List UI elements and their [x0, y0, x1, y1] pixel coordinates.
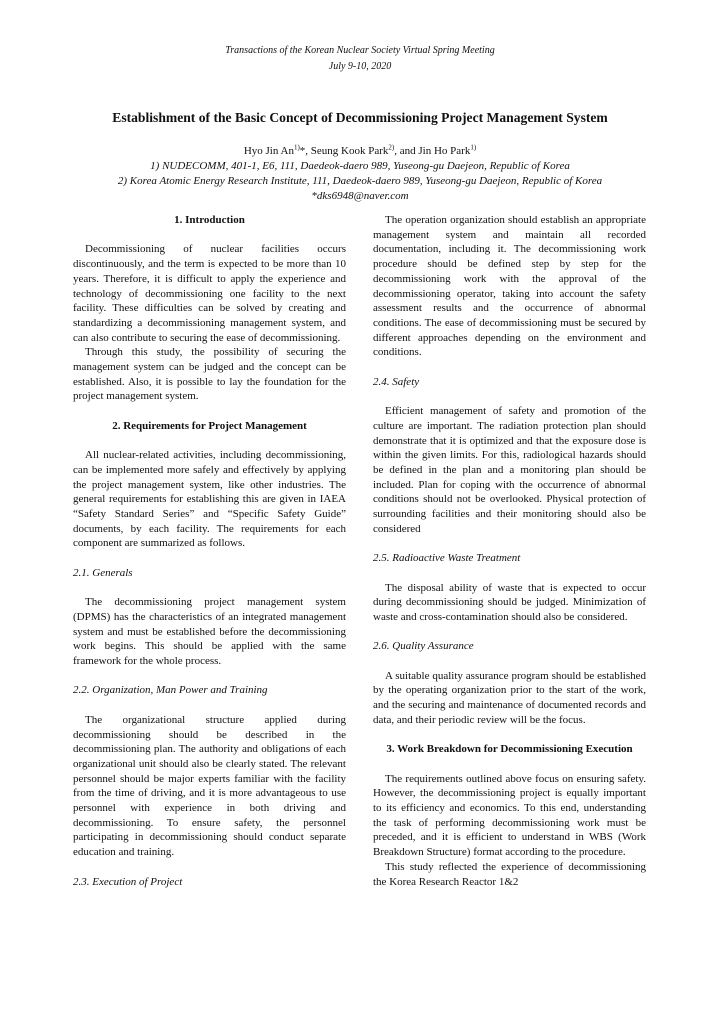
paragraph: A suitable quality assurance program should be established by the operating organization prior to the start of the work, and the securing and maintenance of documented records and data, and their periodic review will be the focus.	[373, 669, 646, 726]
paragraph: The requirements outlined above focus on ensuring safety. However, the decommissioning project is equally important to its efficiency and economics. To this end, understanding the task of performing decommissioning work must be preceded, and it is efficient to understand in WBS (Work Breakdown Structure) format according to the procedure.	[373, 772, 646, 859]
affiliation-2: 2) Korea Atomic Energy Research Institute, 111, Daedeok-daero 989, Yuseong-gu Daejeon, Republic of Korea	[117, 175, 603, 187]
section-heading: 2. Requirements for Project Management	[112, 419, 307, 432]
corresponding-mark: *,	[299, 145, 311, 157]
author-3: , and Jin Ho Park	[394, 145, 471, 157]
paragraph: Through this study, the possibility of securing the management system can be judged and the concept can be established. Also, it is possible to lay the foundation for the project management system.	[73, 346, 346, 403]
paragraph: Decommissioning of nuclear facilities occurs discontinuously, and the term is expected to be more than 10 years. Therefore, it is difficult to apply the experience and technology of decommissioning one facility to the next facility. These difficulties can be solved by creating and standardizing a decommissioning management system, and can also contribute to securing the ease of decommissioning.	[73, 243, 346, 344]
author-1-affil: 1)	[293, 143, 300, 152]
subsection-heading: 2.3. Execution of Project	[73, 875, 183, 888]
paragraph: The organizational structure applied during decommissioning should be described in the decommissioning plan. The authority and obligations of each organizational unit should also be clearly stated. The relevant personnel should be major experts familiar with the facility from the time of driving, and it is more advantageous to use personnel with experience in both driving and decommissioning. To ensure safety, the personnel participating in decommissioning should conduct separate education and training.	[73, 713, 346, 859]
subsection-heading: 2.5. Radioactive Waste Treatment	[373, 552, 521, 565]
paragraph: The decommissioning project management system (DPMS) has the characteristics of an integrated management system and must be established before the decommissioning work begins. This should be applied with the same framework for the whole process.	[73, 596, 346, 668]
author-line	[0, 144, 720, 158]
subsection-heading: 2.4. Safety	[373, 375, 420, 388]
conference-date: July 9-10, 2020	[328, 61, 392, 72]
corresponding-email: *dks6948@naver.com	[311, 190, 409, 202]
author-1: Hyo Jin An	[243, 145, 294, 157]
author-2: Seung Kook Park	[310, 145, 389, 157]
left-column	[73, 213, 346, 889]
paragraph: The disposal ability of waste that is expected to occur during decommissioning should be judged. Minimization of waste and cross-contamination should also be considered.	[373, 581, 646, 623]
author-2-affil: 2)	[388, 143, 395, 152]
paragraph: The operation organization should establish an appropriate management system and maintain all recorded documentation, including it. The decommissioning work procedure should be defined step by step for the decommissioning work with the approval of the decommissioning operator, taking into account the safety assessment results and the occurrence of abnormal conditions. The ease of decommissioning must be secured by different approaches depending on the environment and conditions.	[373, 214, 646, 359]
subsection-heading: 2.2. Organization, Man Power and Training	[73, 684, 268, 697]
paragraph: This study reflected the experience of decommissioning the Korea Research Reactor 1&2	[373, 860, 646, 888]
paper-title: Establishment of the Basic Concept of Decommissioning Project Management System	[112, 110, 608, 125]
subsection-heading: 2.6. Quality Assurance	[373, 640, 474, 653]
journal-header: Transactions of the Korean Nuclear Society Virtual Spring Meeting	[225, 45, 495, 56]
section-heading: 3. Work Breakdown for Decommissioning Execution	[386, 743, 633, 756]
section-heading: 1. Introduction	[174, 214, 245, 226]
paragraph: All nuclear-related activities, including decommissioning, can be implemented more safely and effectively by applying the project management system, like other industries. The general requirements for establishing this are given in IAEA “Safety Standard Series” and “Specific Safety Guide” documents, by each facility. The requirements for each component are summarized as follows.	[73, 449, 346, 550]
paragraph: Efficient management of safety and promotion of the culture are important. The radiation protection plan should demonstrate that it is optimized and that the exposure dose is within the given limits. For this, radiological hazards should be defined in the plan and a monitoring plan should be included. Plan for coping with the occurrence of abnormal conditions should not be overlooked. Physical protection of surrounding facilities and their monitoring should also be considered	[373, 405, 646, 535]
right-column	[373, 213, 646, 889]
subsection-heading: 2.1. Generals	[73, 566, 133, 579]
affiliation-1: 1) NUDECOMM, 401-1, E6, 111, Daedeok-daero 989, Yuseong-gu Daejeon, Republic of Korea	[150, 160, 570, 172]
author-3-affil: 1)	[470, 143, 477, 152]
